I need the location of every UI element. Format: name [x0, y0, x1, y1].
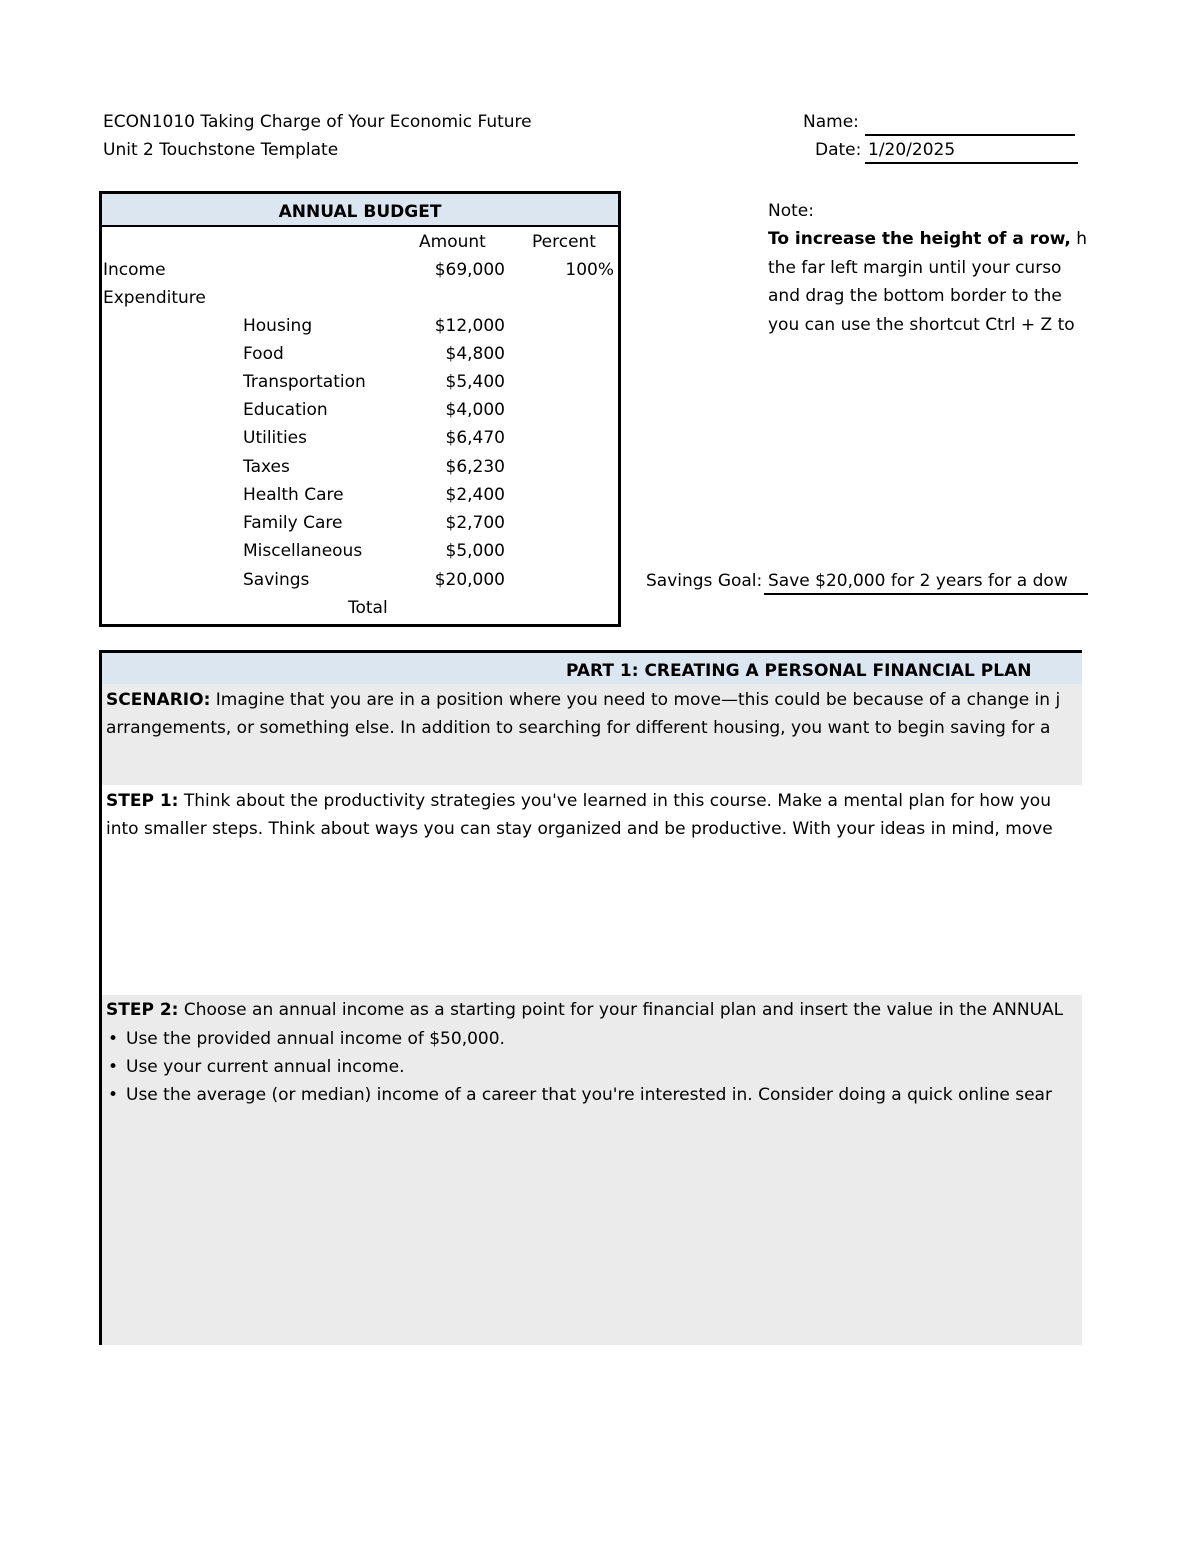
- scenario-label: SCENARIO:: [106, 690, 211, 710]
- expenditure-label: Expenditure: [103, 288, 206, 308]
- expense-label: Utilities: [243, 428, 307, 448]
- course-title: ECON1010 Taking Charge of Your Economic Future: [103, 112, 532, 132]
- bullet-text: Use the average (or median) income of a career that you're interested in. Consider doing a quick online sear: [126, 1085, 1052, 1105]
- expense-label: Housing: [243, 316, 313, 336]
- expense-label: Miscellaneous: [243, 541, 363, 561]
- budget-title: ANNUAL BUDGET: [102, 194, 618, 227]
- income-percent[interactable]: 100%: [565, 260, 614, 280]
- annual-budget-table: [99, 191, 621, 627]
- note-line-1-rest: h: [1070, 229, 1088, 249]
- note-bold-text: To increase the height of a row,: [768, 229, 1071, 249]
- scenario-text-1: Imagine that you are in a position where you need to move—this could be because of a change in j: [210, 690, 1061, 710]
- bullet-text: Use your current annual income.: [126, 1057, 405, 1077]
- expense-amount[interactable]: $2,400: [445, 485, 505, 505]
- note-line-1: [768, 229, 1087, 249]
- savings-goal-label: Savings Goal:: [646, 571, 763, 591]
- expense-label: Transportation: [243, 372, 366, 392]
- step2-line-1: [106, 1000, 1063, 1020]
- step2-block: [99, 995, 1082, 1345]
- savings-goal-field[interactable]: Save $20,000 for 2 years for a dow: [764, 571, 1088, 595]
- expense-label: Health Care: [243, 485, 344, 505]
- expense-label: Family Care: [243, 513, 343, 533]
- bullet-icon: •: [108, 1029, 119, 1049]
- step1-line-1: [106, 791, 1051, 811]
- part1-title: PART 1: CREATING A PERSONAL FINANCIAL PLAN: [566, 661, 1032, 681]
- percent-column-header: Percent: [532, 232, 596, 252]
- total-label: Total: [348, 598, 388, 618]
- step2-text-1: Choose an annual income as a starting point for your financial plan and insert the value in the ANNUAL: [178, 1000, 1064, 1020]
- step1-line-2: into smaller steps. Think about ways you can stay organized and be productive. With your ideas in mind, move: [106, 819, 1053, 839]
- expense-amount[interactable]: $4,000: [445, 400, 505, 420]
- scenario-line-2: arrangements, or something else. In addition to searching for different housing, you want to begin saving for a: [106, 718, 1051, 738]
- note-line-2: the far left margin until your curso: [768, 258, 1062, 278]
- step2-label: STEP 2:: [106, 1000, 179, 1020]
- expense-amount[interactable]: $6,470: [445, 428, 505, 448]
- income-label: Income: [103, 260, 166, 280]
- name-label: Name:: [803, 112, 859, 132]
- name-field[interactable]: [865, 112, 1075, 136]
- note-line-4: you can use the shortcut Ctrl + Z to: [768, 315, 1075, 335]
- amount-column-header: Amount: [419, 232, 486, 252]
- expense-amount[interactable]: $12,000: [434, 316, 505, 336]
- note-line-3: and drag the bottom border to the: [768, 286, 1062, 306]
- expense-label: Education: [243, 400, 328, 420]
- step1-block: [99, 785, 1082, 995]
- expense-amount[interactable]: $5,400: [445, 372, 505, 392]
- step1-text-1: Think about the productivity strategies you've learned in this course. Make a mental plan for how you: [178, 791, 1051, 811]
- expense-amount[interactable]: $4,800: [445, 344, 505, 364]
- bullet-icon: •: [108, 1085, 119, 1105]
- bullet-icon: •: [108, 1057, 119, 1077]
- note-label: Note:: [768, 201, 814, 221]
- template-title: Unit 2 Touchstone Template: [103, 140, 339, 160]
- expense-amount[interactable]: $2,700: [445, 513, 505, 533]
- bullet-text: Use the provided annual income of $50,000.: [126, 1029, 505, 1049]
- step1-label: STEP 1:: [106, 791, 179, 811]
- income-amount[interactable]: $69,000: [434, 260, 505, 280]
- expense-amount[interactable]: $5,000: [445, 541, 505, 561]
- date-label: Date:: [815, 140, 862, 160]
- expense-amount[interactable]: $6,230: [445, 457, 505, 477]
- part1-header: [99, 650, 1082, 686]
- expense-label: Taxes: [243, 457, 290, 477]
- expense-amount[interactable]: $20,000: [434, 570, 505, 590]
- expense-label: Savings: [243, 570, 310, 590]
- scenario-line-1: [106, 690, 1060, 710]
- date-field[interactable]: 1/20/2025: [865, 140, 1078, 164]
- scenario-block: [99, 684, 1082, 785]
- expense-label: Food: [243, 344, 284, 364]
